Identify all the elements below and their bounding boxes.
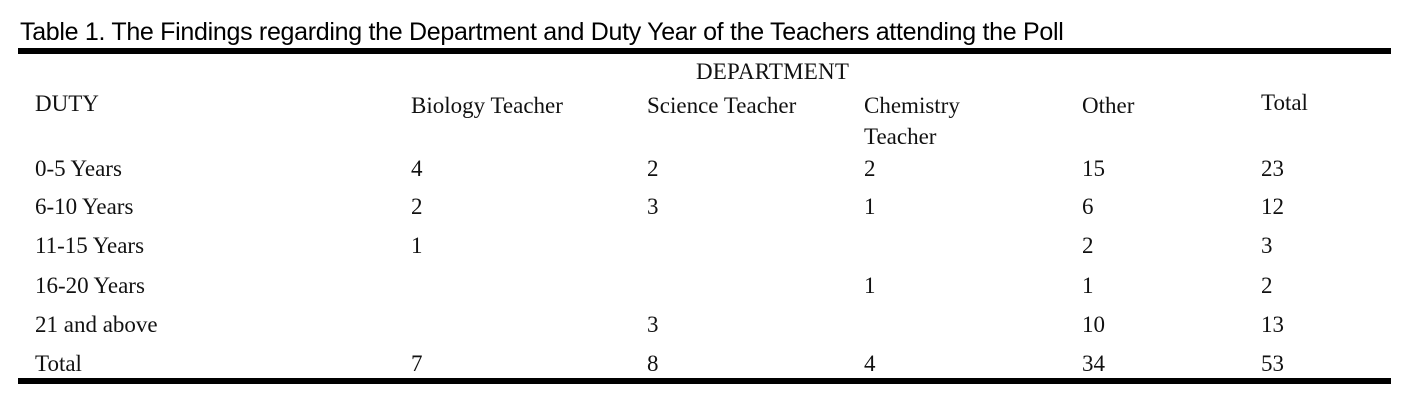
table-top-rule	[18, 48, 1391, 54]
total-cell: 53	[1261, 351, 1284, 376]
total-cell: 7	[411, 351, 423, 376]
table-cell: 23	[1261, 156, 1284, 181]
row-label: 21 and above	[35, 312, 158, 337]
column-header-total: Total	[1261, 90, 1308, 115]
column-header-science: Science Teacher	[647, 93, 797, 118]
table-cell: 6	[1082, 194, 1094, 219]
row-label: 11-15 Years	[35, 233, 145, 258]
duty-column-header: DUTY	[35, 91, 99, 116]
row-label: 0-5 Years	[35, 156, 122, 181]
column-header-other: Other	[1082, 93, 1135, 118]
row-label: 6-10 Years	[35, 194, 134, 219]
table-cell: 3	[647, 312, 659, 337]
table-bottom-rule	[18, 378, 1391, 384]
table-cell: 3	[1261, 233, 1273, 258]
table-cell: 2	[864, 156, 876, 181]
column-header-chemistry-line2: Teacher	[864, 124, 937, 149]
cropped-text-fragment	[0, 0, 1426, 6]
total-row-label: Total	[35, 351, 82, 376]
table-caption: Table 1. The Findings regarding the Department and Duty Year of the Teachers attending the Poll	[20, 18, 1064, 46]
table-cell: 1	[864, 273, 876, 298]
table-cell: 2	[1082, 233, 1094, 258]
total-cell: 8	[647, 351, 659, 376]
table-cell: 1	[864, 194, 876, 219]
table-cell: 2	[411, 194, 423, 219]
row-label: 16-20 Years	[35, 273, 145, 298]
column-header-biology: Biology Teacher	[411, 93, 563, 118]
table-cell: 3	[647, 194, 659, 219]
table-cell: 1	[1082, 273, 1094, 298]
table-cell: 12	[1261, 194, 1284, 219]
total-cell: 4	[864, 351, 876, 376]
table-cell: 4	[411, 156, 423, 181]
total-cell: 34	[1082, 351, 1105, 376]
table-cell: 1	[411, 233, 423, 258]
table-cell: 2	[647, 156, 659, 181]
department-group-header: DEPARTMENT	[696, 59, 850, 84]
column-header-chemistry: Chemistry	[864, 93, 960, 118]
table-cell: 2	[1261, 273, 1273, 298]
table-cell: 15	[1082, 156, 1105, 181]
table-cell: 13	[1261, 312, 1284, 337]
table-cell: 10	[1082, 312, 1105, 337]
